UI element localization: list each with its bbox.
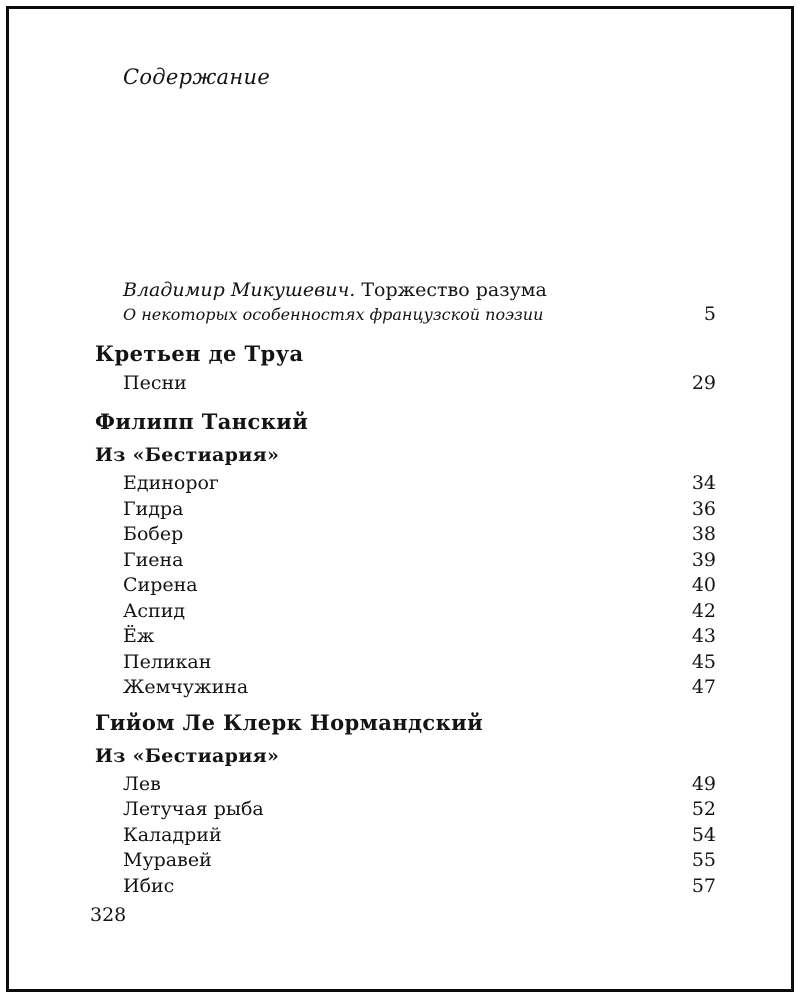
toc-entry-row bbox=[95, 548, 716, 574]
toc-entry-row bbox=[95, 471, 716, 497]
toc-section bbox=[95, 341, 716, 397]
toc-entry-row bbox=[95, 371, 716, 397]
toc-section bbox=[95, 409, 716, 701]
entry-title: Пеликан bbox=[123, 650, 212, 673]
intro-subtitle-row bbox=[123, 302, 716, 328]
entry-title: Бобер bbox=[123, 523, 184, 545]
entry-page-number: 42 bbox=[691, 599, 716, 622]
toc-entry-row bbox=[95, 874, 716, 900]
entry-title: Сирена bbox=[123, 574, 198, 596]
entry-title: Песни bbox=[123, 371, 187, 394]
intro-author: Владимир Микушевич. bbox=[123, 279, 356, 301]
section-entries bbox=[95, 772, 716, 900]
footer-page-number: 328 bbox=[90, 904, 127, 926]
toc-entry-row bbox=[95, 772, 716, 798]
entry-title: Ёж bbox=[123, 625, 155, 647]
entry-title: Лев bbox=[123, 772, 161, 795]
toc-intro-entry bbox=[95, 278, 716, 328]
toc-entry-row bbox=[95, 650, 716, 676]
entry-title: Муравей bbox=[123, 849, 212, 871]
toc-section bbox=[95, 710, 716, 900]
entry-page-number: 55 bbox=[691, 849, 716, 871]
section-heading: Кретьен де Труа bbox=[95, 340, 304, 366]
entry-title: Ибис bbox=[123, 874, 175, 897]
toc-entry-row bbox=[95, 573, 716, 599]
intro-title: Торжество разума bbox=[361, 279, 547, 301]
entry-page-number: 57 bbox=[691, 874, 716, 897]
toc-entry-row bbox=[95, 522, 716, 548]
section-heading: Гийом Ле Клерк Нормандский bbox=[95, 709, 484, 735]
entry-title: Единорог bbox=[123, 472, 219, 494]
section-subheading: Из «Бестиария» bbox=[95, 444, 280, 466]
entry-page-number: 36 bbox=[691, 497, 716, 520]
toc-entry-row bbox=[95, 599, 716, 625]
entry-page-number: 47 bbox=[691, 676, 716, 698]
entry-page-number: 34 bbox=[691, 472, 716, 494]
entry-page-number: 43 bbox=[691, 625, 716, 647]
toc-entry-row bbox=[95, 497, 716, 523]
section-entries bbox=[95, 371, 716, 397]
toc-entry-row bbox=[95, 823, 716, 849]
intro-title-line bbox=[123, 278, 547, 302]
toc-entry-row bbox=[95, 675, 716, 701]
entry-title: Каладрий bbox=[123, 823, 222, 846]
entry-page-number: 29 bbox=[691, 371, 716, 394]
entry-title: Аспид bbox=[123, 599, 186, 622]
entry-page-number: 49 bbox=[691, 772, 716, 795]
entry-page-number: 38 bbox=[691, 523, 716, 545]
toc-entry-row bbox=[95, 848, 716, 874]
entry-page-number: 52 bbox=[691, 798, 716, 820]
entry-page-number: 54 bbox=[691, 823, 716, 846]
entry-page-number: 45 bbox=[691, 650, 716, 673]
intro-subtitle: О некоторых особенностях французской поэзии bbox=[123, 305, 544, 324]
entry-page-number: 39 bbox=[691, 548, 716, 571]
entry-title: Гидра bbox=[123, 497, 184, 520]
intro-page-number: 5 bbox=[703, 303, 716, 325]
toc-entry-row bbox=[95, 624, 716, 650]
section-heading: Филипп Танский bbox=[95, 409, 309, 434]
toc-title: Содержание bbox=[123, 65, 271, 89]
entry-title: Гиена bbox=[123, 548, 184, 571]
section-entries bbox=[95, 471, 716, 701]
entry-title: Летучая рыба bbox=[123, 798, 264, 820]
entry-title: Жемчужина bbox=[123, 676, 249, 698]
entry-page-number: 40 bbox=[691, 574, 716, 596]
intro-title-row bbox=[123, 278, 716, 302]
section-subheading: Из «Бестиария» bbox=[95, 744, 280, 767]
toc-entry-row bbox=[95, 797, 716, 823]
